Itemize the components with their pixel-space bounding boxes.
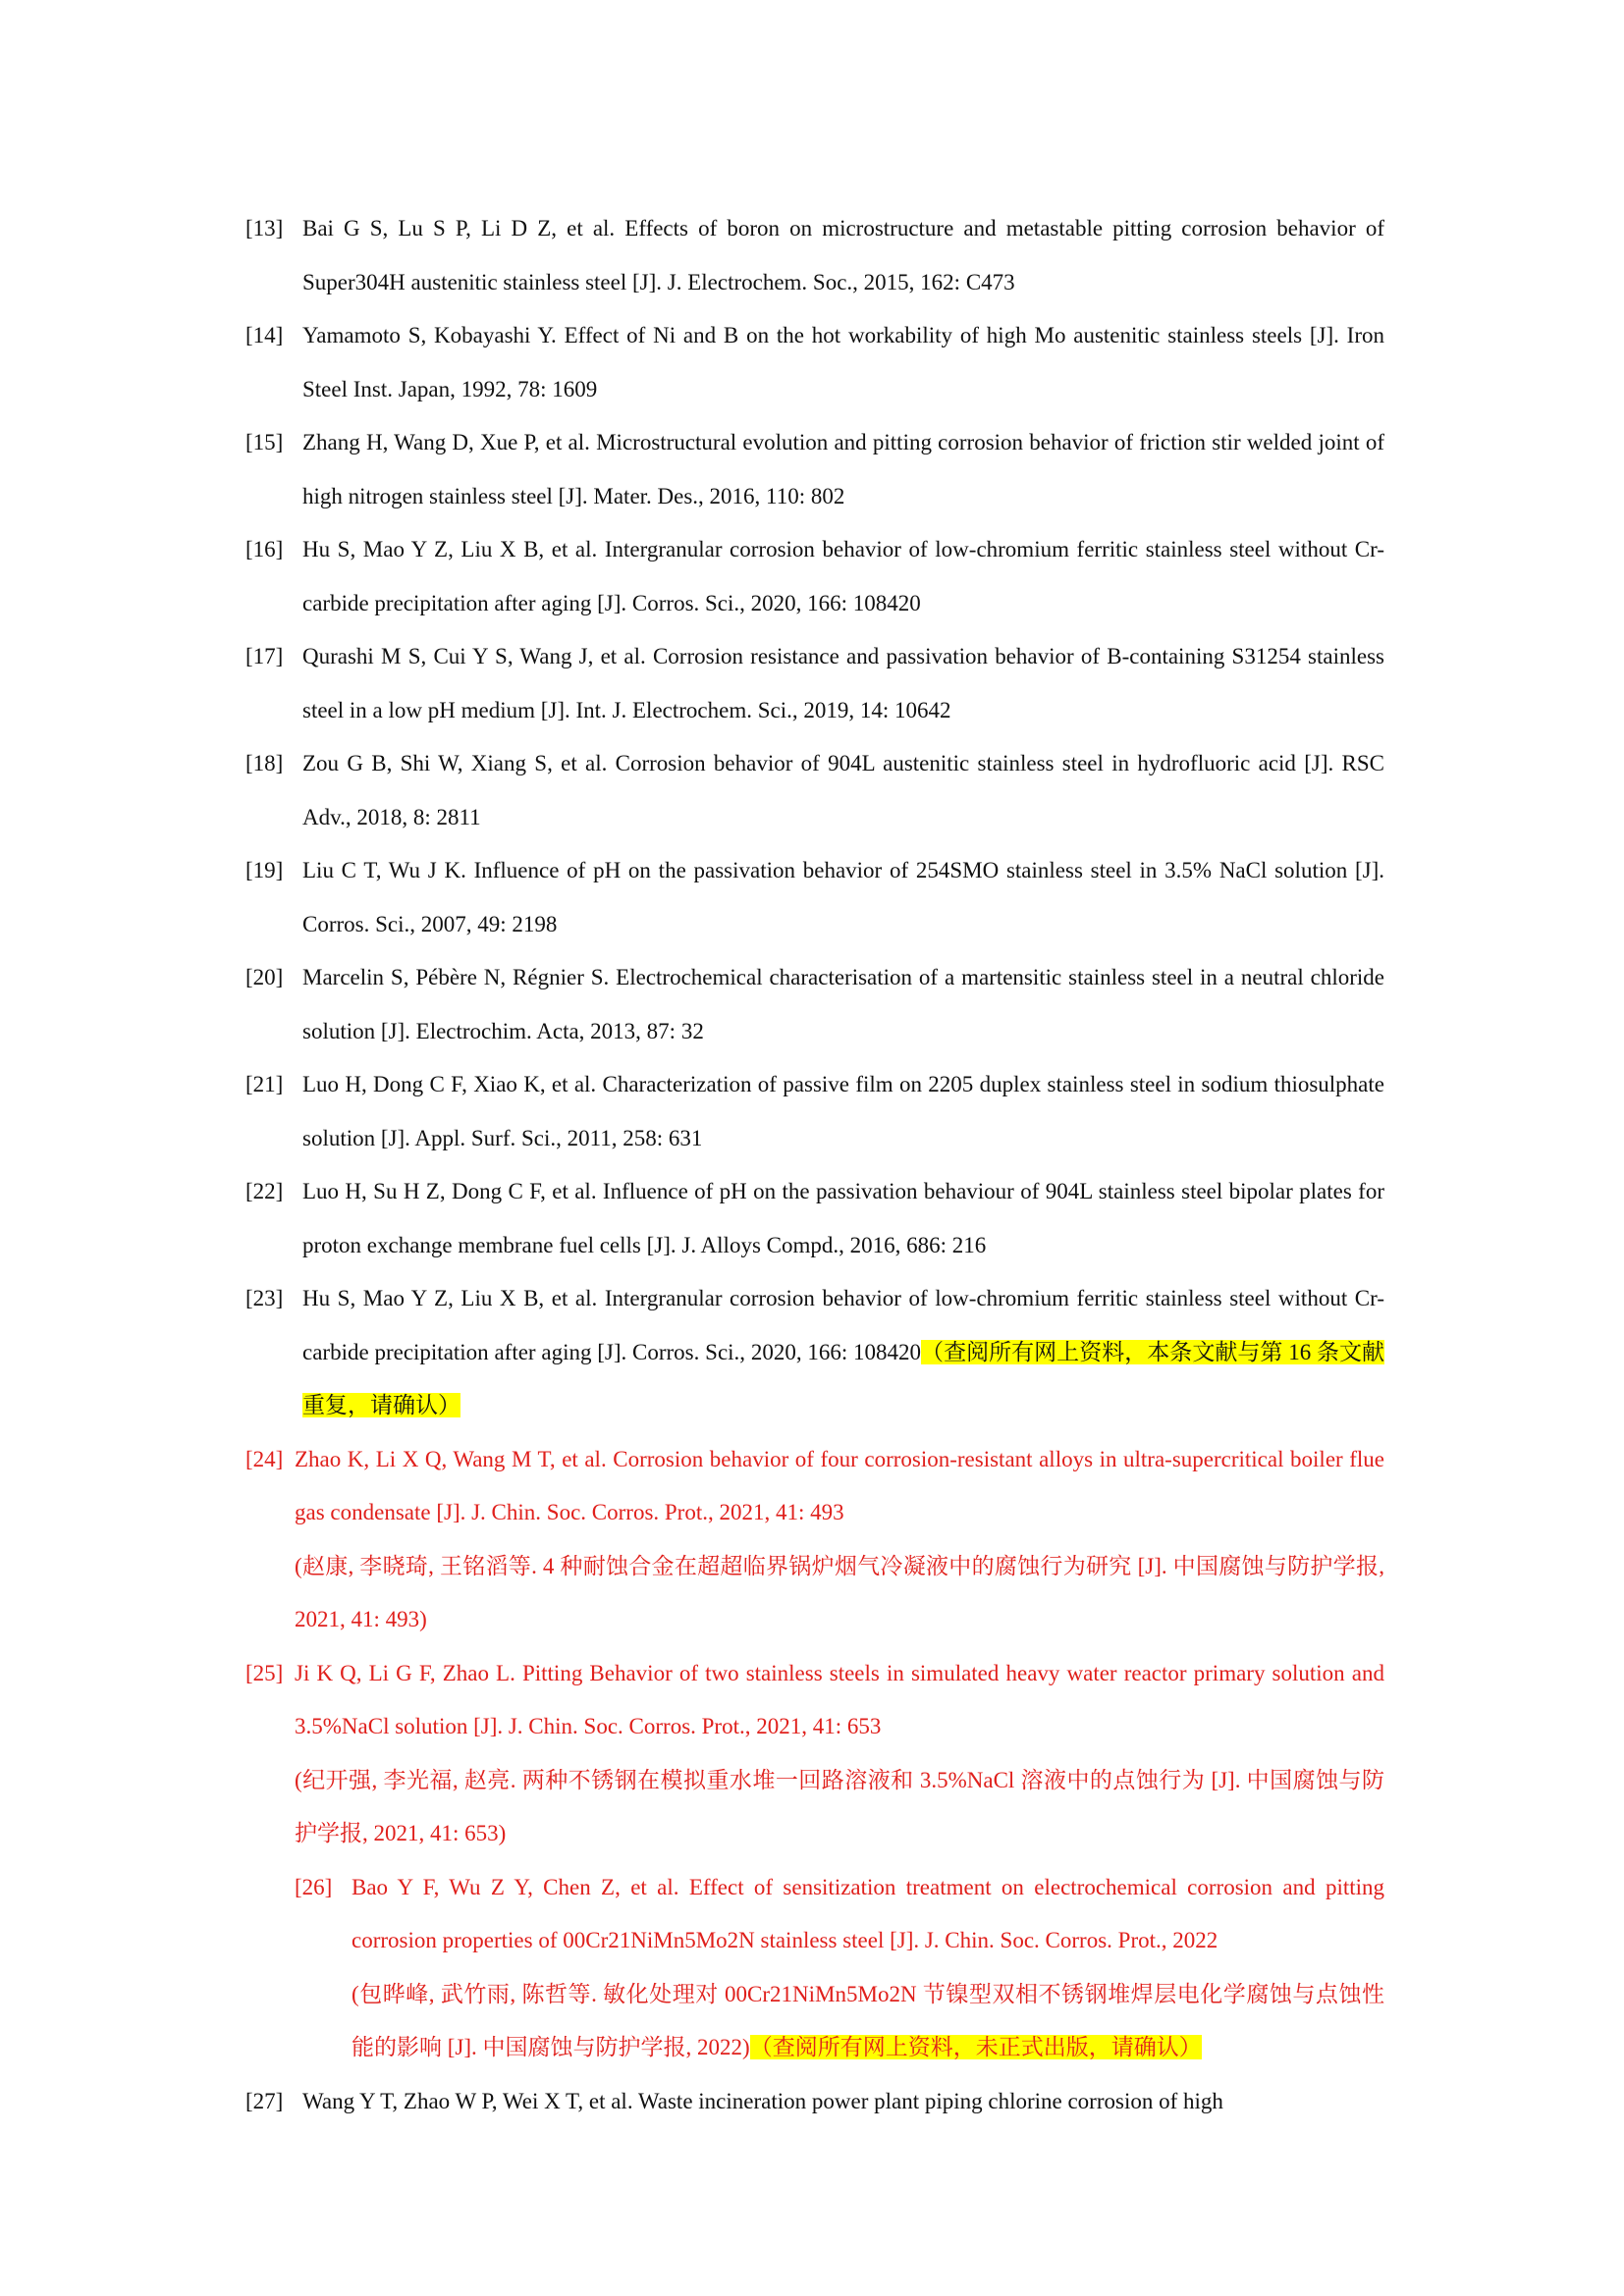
reference-number: [22]: [245, 1179, 284, 1203]
reference-number: [19]: [245, 858, 284, 882]
reference-15: [245, 416, 1384, 523]
reference-number: [20]: [245, 965, 284, 989]
reference-17: [245, 630, 1384, 737]
reference-text: Bai G S, Lu S P, Li D Z, et al. Effects of boron on microstructure and metastable pitting corrosion behavior of Super304H austenitic stainless steel [J]. J. Electrochem. Soc., 2015, 162: C473: [302, 216, 1384, 294]
reference-number: [23]: [245, 1286, 284, 1310]
reference-text: Hu S, Mao Y Z, Liu X B, et al. Intergranular corrosion behavior of low-chromium ferritic stainless steel without Cr-carbide precipitation after aging [J]. Corros. Sci., 2020, 166: 108420: [302, 537, 1384, 615]
reference-text: Luo H, Su H Z, Dong C F, et al. Influence of pH on the passivation behaviour of 904L stainless steel bipolar plates for proton exchange membrane fuel cells [J]. J. Alloys Compd., 2016, 686: 216: [302, 1179, 1384, 1257]
reference-text: Marcelin S, Pébère N, Régnier S. Electrochemical characterisation of a martensitic stainless steel in a neutral chloride solution [J]. Electrochim. Acta, 2013, 87: 32: [302, 965, 1384, 1043]
reference-chinese-translation: (赵康, 李晓琦, 王铭滔等. 4 种耐蚀合金在超超临界锅炉烟气冷凝液中的腐蚀行为研究 [J]. 中国腐蚀与防护学报, 2021, 41: 493): [295, 1553, 1384, 1631]
reference-text: Hu S, Mao Y Z, Liu X B, et al. Intergranular corrosion behavior of low-chromium ferritic stainless steel without Cr-carbide precipitation after aging [J]. Corros. Sci., 2020, 166: 108420: [302, 1286, 1384, 1364]
reference-chinese-translation: (纪开强, 李光福, 赵亮. 两种不锈钢在模拟重水堆一回路溶液和 3.5%NaCl 溶液中的点蚀行为 [J]. 中国腐蚀与防护学报, 2021, 41: 653): [295, 1767, 1384, 1845]
reference-text: Liu C T, Wu J K. Influence of pH on the passivation behavior of 254SMO stainless steel in 3.5% NaCl solution [J]. Corros. Sci., 2007, 49: 2198: [302, 858, 1384, 936]
reference-16: [245, 523, 1384, 630]
reference-number: [21]: [245, 1072, 284, 1096]
reference-text: Wang Y T, Zhao W P, Wei X T, et al. Waste incineration power plant piping chlorine corrosion of high: [302, 2088, 1223, 2113]
reference-19: [245, 844, 1384, 951]
reference-text: Zou G B, Shi W, Xiang S, et al. Corrosion behavior of 904L austenitic stainless steel in hydrofluoric acid [J]. RSC Adv., 2018, 8: 2811: [302, 751, 1384, 829]
reference-14: [245, 309, 1384, 416]
reference-number: [14]: [245, 323, 284, 347]
reference-13: [245, 202, 1384, 309]
reference-24: [245, 1433, 1384, 1647]
reference-number: [25]: [245, 1660, 284, 1685]
reference-text: Bao Y F, Wu Z Y, Chen Z, et al. Effect of sensitization treatment on electrochemical corrosion and pitting corrosion properties of 00Cr21NiMn5Mo2N stainless steel [J]. J. Chin. Soc. Corros. Prot., 2022: [352, 1874, 1384, 1952]
reference-number: [13]: [245, 216, 284, 240]
reference-number: [26]: [295, 1874, 333, 1899]
reference-number: [27]: [245, 2088, 284, 2113]
reference-number: [17]: [245, 644, 284, 668]
reference-27: [245, 2075, 1384, 2129]
reference-23: [245, 1272, 1384, 1433]
reference-number: [16]: [245, 537, 284, 561]
reference-text: Qurashi M S, Cui Y S, Wang J, et al. Corrosion resistance and passivation behavior of B-containing S31254 stainless steel in a low pH medium [J]. Int. J. Electrochem. Sci., 2019, 14: 10642: [302, 644, 1384, 722]
reference-text: Luo H, Dong C F, Xiao K, et al. Characterization of passive film on 2205 duplex stainless steel in sodium thiosulphate solution [J]. Appl. Surf. Sci., 2011, 258: 631: [302, 1072, 1384, 1150]
reference-21: [245, 1058, 1384, 1165]
reference-22: [245, 1165, 1384, 1272]
reference-number: [18]: [245, 751, 284, 775]
reference-text: Yamamoto S, Kobayashi Y. Effect of Ni and B on the hot workability of high Mo austenitic stainless steels [J]. Iron Steel Inst. Japan, 1992, 78: 1609: [302, 323, 1384, 401]
reference-number: [15]: [245, 430, 284, 454]
review-note-highlight: （查阅所有网上资料，本条文献与第 16 条文献重复，请确认）: [302, 1339, 1385, 1417]
reference-text: Zhang H, Wang D, Xue P, et al. Microstructural evolution and pitting corrosion behavior of friction stir welded joint of high nitrogen stainless steel [J]. Mater. Des., 2016, 110: 802: [302, 430, 1384, 508]
reference-chinese-text: (包晔峰, 武竹雨, 陈哲等. 敏化处理对 00Cr21NiMn5Mo2N 节镍型双相不锈钢堆焊层电化学腐蚀与点蚀性能的影响 [J]. 中国腐蚀与防护学报, 2022): [352, 1981, 1384, 2059]
reference-20: [245, 951, 1384, 1058]
review-note-highlight: （查阅所有网上资料，未正式出版，请确认）: [749, 2035, 1202, 2059]
reference-25: [245, 1647, 1384, 1861]
reference-chinese-translation: [352, 1968, 1384, 2075]
reference-text: Ji K Q, Li G F, Zhao L. Pitting Behavior of two stainless steels in simulated heavy water reactor primary solution and 3.5%NaCl solution [J]. J. Chin. Soc. Corros. Prot., 2021, 41: 653: [295, 1660, 1384, 1738]
reference-number: [24]: [245, 1446, 284, 1471]
reference-list: [245, 202, 1384, 2128]
reference-26: [245, 1861, 1384, 2075]
reference-18: [245, 737, 1384, 844]
reference-text: Zhao K, Li X Q, Wang M T, et al. Corrosion behavior of four corrosion-resistant alloys in ultra-supercritical boiler flue gas condensate [J]. J. Chin. Soc. Corros. Prot., 2021, 41: 493: [295, 1446, 1384, 1524]
